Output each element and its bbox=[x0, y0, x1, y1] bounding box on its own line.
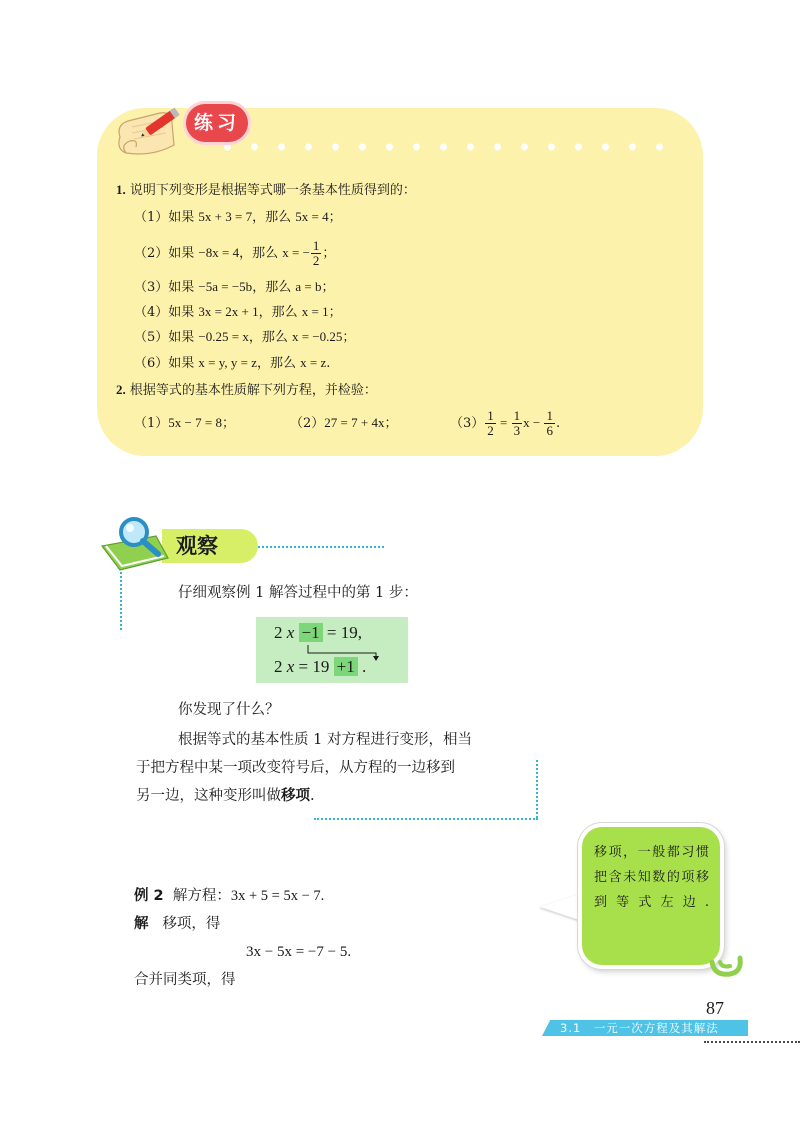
exercise-title: 练习 bbox=[186, 104, 248, 142]
q1-item-6: （6）如果 x = y, y = z，那么 x = z. bbox=[134, 355, 331, 371]
q2-number: 2. bbox=[116, 382, 126, 397]
q1-text: 说明下列变形是根据等式哪一条基本性质得到的： bbox=[129, 183, 416, 198]
q1-item-3: （3）如果 −5a = −5b，那么 a = b； bbox=[134, 279, 335, 295]
solution-step1-equation: 3x − 5x = −7 − 5. bbox=[246, 944, 352, 960]
solution-step1: 解 移项，得 bbox=[134, 916, 221, 932]
highlight-plus-one: +1 bbox=[334, 657, 358, 676]
scroll-pencil-icon bbox=[112, 95, 192, 165]
observe-dotted-line-top bbox=[258, 546, 384, 548]
q1-item-1: （1）如果 5x + 3 = 7，那么 5x = 4； bbox=[134, 209, 342, 225]
observe-title: 观察 bbox=[162, 529, 258, 563]
q2-prompt bbox=[116, 381, 377, 400]
fraction-one-half-b: $\frac{1}{2}$ bbox=[487, 408, 494, 438]
fraction-one-half: $\frac{1}{2}$ bbox=[312, 238, 320, 268]
q1-item-4: （4）如果 3x = 2x + 1，那么 x = 1； bbox=[134, 304, 342, 320]
note-bubble-tail bbox=[540, 893, 582, 921]
fraction-one-sixth: $\frac{1}{6}$ bbox=[546, 408, 553, 438]
solution-step2: 合并同类项，得 bbox=[134, 972, 236, 988]
q2-item-1: （1）5x − 7 = 8； bbox=[134, 415, 235, 431]
q2-text: 根据等式的基本性质解下列方程，并检验： bbox=[129, 383, 377, 398]
example2-heading: 例 2 解方程：3x + 5 = 5x − 7. bbox=[134, 888, 325, 904]
observe-dotted-line-bottom bbox=[314, 818, 538, 820]
observe-para-line-1: 根据等式的基本性质 1 对方程进行变形，相当 bbox=[178, 732, 472, 748]
observe-dotted-line-right bbox=[536, 760, 538, 818]
q2-item-3: （3） $\frac{1}{2}$ = $\frac{1}{3}$ x − $\frac{1}{6}$ . bbox=[450, 408, 561, 438]
page-number: 87 bbox=[706, 998, 724, 1018]
magnifier-book-icon bbox=[98, 510, 178, 574]
footer-section-title: 3.1 一元一次方程及其解法 bbox=[560, 1021, 719, 1035]
exercise-dotted-border bbox=[214, 142, 674, 152]
observe-question: 你发现了什么？ bbox=[178, 702, 280, 718]
q1-item-5: （5）如果 −0.25 = x，那么 x = −0.25； bbox=[134, 329, 356, 345]
swirl-decoration-icon bbox=[706, 944, 746, 980]
observe-para-line-3: 另一边，这种变形叫做移项. bbox=[136, 788, 315, 804]
equation-line-2: 2 x = 19 +1 . bbox=[274, 657, 367, 676]
q2-item-2: （2）27 = 7 + 4x； bbox=[290, 415, 398, 431]
q1-prompt bbox=[116, 181, 416, 200]
solution-label: 解 bbox=[134, 916, 149, 932]
observe-intro: 仔细观察例 1 解答过程中的第 1 步： bbox=[178, 585, 418, 601]
fraction-one-third: $\frac{1}{3}$ bbox=[513, 408, 521, 438]
q1-number: 1. bbox=[116, 182, 126, 197]
equation-line-1: 2 x −1 = 19, bbox=[274, 623, 362, 642]
term-transposition: 移项 bbox=[281, 788, 310, 804]
note-text: 移项，一般都习惯把含未知数的项移到等式左边. bbox=[594, 845, 709, 910]
footer-dotted-line bbox=[704, 1041, 800, 1043]
example2-equation: 3x + 5 = 5x − 7. bbox=[230, 888, 325, 904]
equation-box bbox=[256, 617, 408, 683]
highlight-minus-one: −1 bbox=[299, 623, 323, 642]
q1-item-2: （2）如果 −8x = 4，那么 x = − $\frac{1}{2}$ ； bbox=[134, 238, 336, 268]
example2-label: 例 2 bbox=[134, 888, 164, 904]
observe-para-line-2: 于把方程中某一项改变符号后，从方程的一边移到 bbox=[136, 760, 455, 776]
